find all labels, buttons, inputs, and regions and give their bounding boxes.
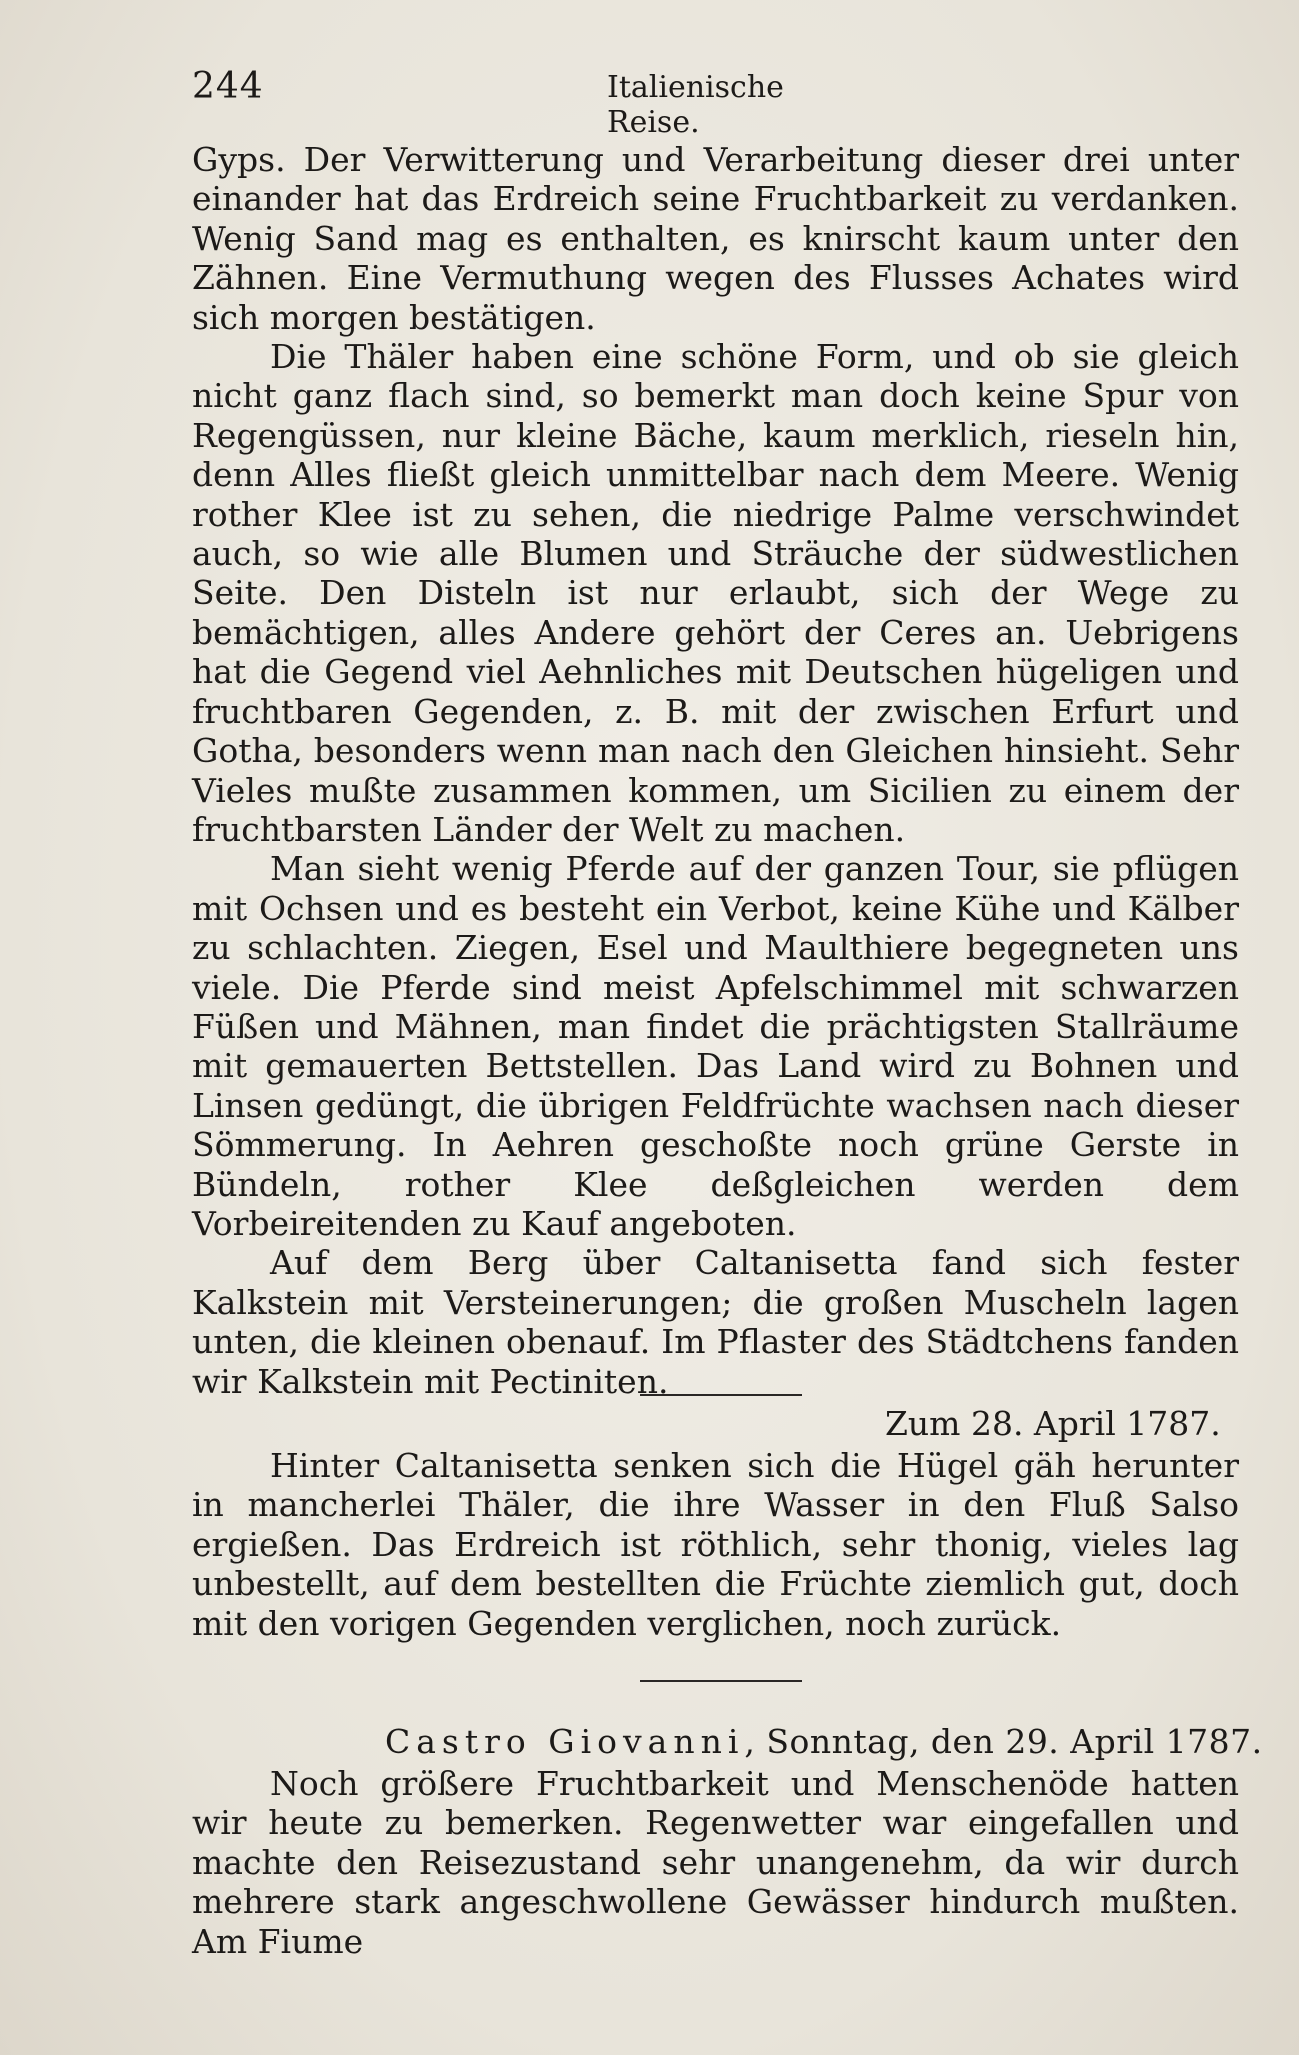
paragraph-valleys: Die Thäler haben eine schöne Form, und ob sie gleich nicht ganz flach sind, so bemerkt man doch keine Spur von Regengüssen, nur kleine Bäche, kaum merklich, rieseln hin, denn Alles fließt gleich unmittelbar nach dem Meere. Wenig rother Klee ist zu sehen, die niedrige Palme verschwindet auch, so wie alle Blumen und Sträuche der südwestlichen Seite. Den Disteln ist nur erlaubt, sich der Wege zu bemächtigen, alles Andere gehört der Ceres an. Uebrigens hat die Gegend viel Aehnliches mit Deutschen hügeligen und fruchtbaren Gegenden, z. B. mit der zwischen Erfurt und Gotha, besonders wenn man nach den Gleichen hinsieht. Sehr Vieles mußte zusammen kommen, um Sicilien zu einem der fruchtbarsten Länder der Welt zu machen.	[192, 337, 1239, 849]
page-number: 244	[192, 66, 264, 107]
paragraph-limestone: Auf dem Berg über Caltanisetta fand sich fester Kalkstein mit Versteinerungen; die großen Muscheln lagen unten, die kleinen obenauf. Im Pflaster des Städtchens fanden wir Kalkstein mit Pectiniten.	[192, 1243, 1239, 1401]
entry-april-29	[192, 1764, 1239, 1961]
section-divider-2	[640, 1680, 802, 1682]
dateline-april-28: Zum 28. April 1787.	[885, 1404, 1221, 1443]
paragraph-castro-giovanni: Noch größere Fruchtbarkeit und Menschenöde hatten wir heute zu bemerken. Regenwetter war eingefallen und machte den Reisezustand sehr unangenehm, da wir durch mehrere stark angeschwollene Gewässer hindurch mußten. Am Fiume	[192, 1764, 1239, 1961]
paragraph-caltanisetta: Hinter Caltanisetta senken sich die Hügel gäh herunter in mancherlei Thäler, die ihre Wasser in den Fluß Salso ergießen. Das Erdreich ist röthlich, sehr thonig, vieles lag unbestellt, auf dem bestellten die Früchte ziemlich gut, doch mit den vorigen Gegenden verglichen, noch zurück.	[192, 1446, 1239, 1643]
running-title: Italienische Reise.	[607, 70, 784, 140]
section-divider-1	[640, 1394, 802, 1396]
dateline-place: Castro Giovanni	[385, 1722, 745, 1761]
entry-april-28	[192, 1446, 1239, 1643]
main-text	[192, 140, 1239, 1401]
paragraph-horses: Man sieht wenig Pferde auf der ganzen Tour, sie pflügen mit Ochsen und es besteht ein Verbot, keine Kühe und Kälber zu schlachten. Ziegen, Esel und Maulthiere begegneten uns viele. Die Pferde sind meist Apfelschimmel mit schwarzen Füßen und Mähnen, man findet die prächtigsten Stallräume mit gemauerten Bettstellen. Das Land wird zu Bohnen und Linsen gedüngt, die übrigen Feldfrüchte wachsen nach dieser Sömmerung. In Aehren geschoßte noch grüne Gerste in Bündeln, rother Klee deßgleichen werden dem Vorbeireitenden zu Kauf angeboten.	[192, 849, 1239, 1243]
page-header	[192, 66, 840, 140]
dateline-date: , Sonntag, den 29. April 1787.	[744, 1722, 1263, 1761]
paragraph-continuation: Gyps. Der Verwitterung und Verarbeitung dieser drei unter einander hat das Erdreich seine Fruchtbarkeit zu verdanken. Wenig Sand mag es enthalten, es knirscht kaum unter den Zähnen. Eine Vermuthung wegen des Flusses Achates wird sich morgen bestätigen.	[192, 140, 1239, 337]
dateline-april-29	[385, 1722, 1263, 1761]
